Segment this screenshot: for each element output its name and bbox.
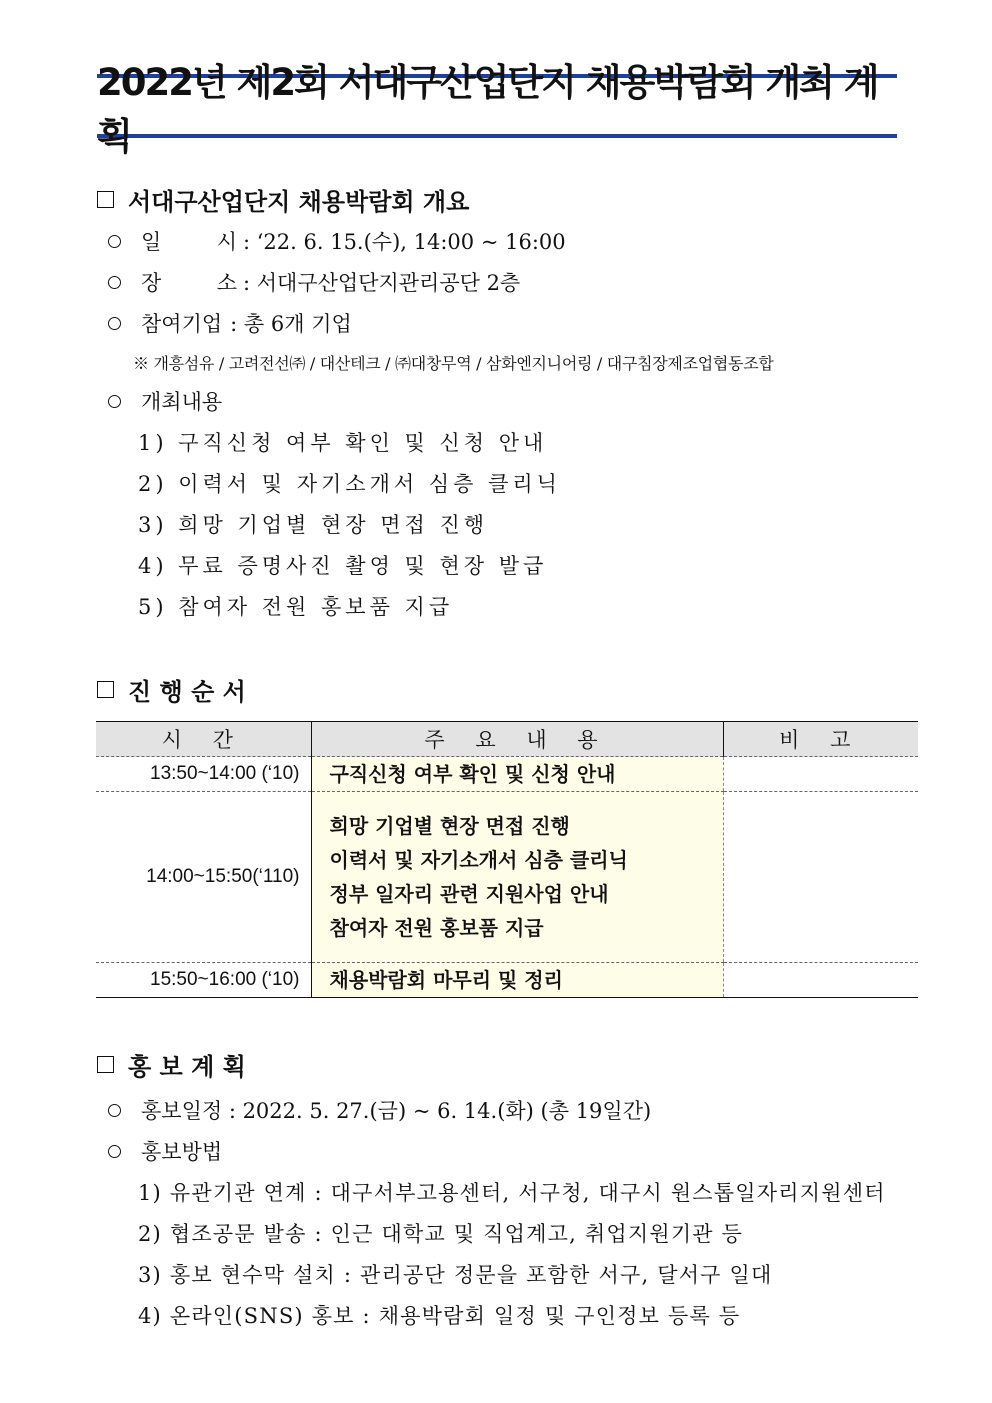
circle-bullet-icon bbox=[108, 1145, 121, 1158]
content-item: 2) 이력서 및 자기소개서 심층 클리닉 bbox=[138, 472, 561, 496]
square-bullet-icon bbox=[97, 1056, 114, 1073]
title-box bbox=[97, 61, 897, 158]
promotion-period: 홍보일정 : 2022. 5. 27.(금) ~ 6. 14.(화) (총 19일간) bbox=[141, 1099, 652, 1123]
table-header-row bbox=[96, 722, 918, 757]
date-value: : ‘22. 6. 15.(수), 14:00 ~ 16:00 bbox=[243, 230, 566, 254]
content-item: 3) 희망 기업별 현장 면접 진행 bbox=[138, 513, 489, 537]
promotion-method-line bbox=[108, 1136, 222, 1166]
circle-bullet-icon bbox=[108, 1104, 121, 1117]
row-time: 13:50~14:00 (‘10) bbox=[96, 757, 311, 792]
schedule-heading-text: 진 행 순 서 bbox=[128, 677, 246, 706]
promotion-method-item: 4) 온라인(SNS) 홍보 : 채용박람회 일정 및 구인정보 등록 등 bbox=[138, 1304, 741, 1328]
square-bullet-icon bbox=[97, 191, 114, 208]
content-item: 4) 무료 증명사진 촬영 및 현장 발급 bbox=[138, 554, 548, 578]
date-line bbox=[108, 226, 566, 256]
place-label: 장 소 bbox=[141, 271, 237, 295]
companies-value: : 총 6개 기업 bbox=[230, 312, 352, 336]
column-header-remark: 비 고 bbox=[723, 722, 918, 757]
content-line bbox=[108, 386, 222, 416]
schedule-heading bbox=[97, 672, 246, 706]
row-content: 구직신청 여부 확인 및 신청 안내 bbox=[311, 757, 723, 792]
row-remark bbox=[723, 792, 918, 963]
row-time: 14:00~15:50(‘110) bbox=[96, 792, 311, 963]
row-content: 채용박람회 마무리 및 정리 bbox=[311, 963, 723, 998]
companies-note: ※ 개흥섬유 / 고려전선㈜ / 대산테크 / ㈜대창무역 / 삼화엔지니어링 / 대구침장제조업협동조합 bbox=[133, 353, 774, 373]
circle-bullet-icon bbox=[108, 395, 121, 408]
place-line bbox=[108, 267, 520, 297]
promotion-period-line bbox=[108, 1095, 651, 1125]
overview-heading bbox=[97, 182, 469, 216]
promotion-method-item: 2) 협조공문 발송 : 인근 대학교 및 직업계고, 취업지원기관 등 bbox=[138, 1222, 744, 1246]
promotion-method-item: 1) 유관기관 연계 : 대구서부고용센터, 서구청, 대구시 원스톱일자리지원센터 bbox=[138, 1181, 886, 1205]
table-row bbox=[96, 792, 918, 963]
column-header-time: 시 간 bbox=[96, 722, 311, 757]
row-remark bbox=[723, 757, 918, 792]
promotion-heading-text: 홍 보 계 획 bbox=[128, 1052, 246, 1081]
companies-label: 참여기업 bbox=[141, 312, 223, 336]
row-content: 희망 기업별 현장 면접 진행 이력서 및 자기소개서 심층 클리닉 정부 일자리 관련 지원사업 안내 참여자 전원 홍보품 지급 bbox=[311, 792, 723, 963]
date-label: 일 시 bbox=[141, 230, 237, 254]
column-header-content: 주 요 내 용 bbox=[311, 722, 723, 757]
square-bullet-icon bbox=[97, 681, 114, 698]
place-value: : 서대구산업단지관리공단 2층 bbox=[243, 271, 521, 295]
overview-heading-text: 서대구산업단지 채용박람회 개요 bbox=[128, 187, 470, 216]
table-row bbox=[96, 757, 918, 792]
circle-bullet-icon bbox=[108, 317, 121, 330]
promotion-method-item: 3) 홍보 현수막 설치 : 관리공단 정문을 포함한 서구, 달서구 일대 bbox=[138, 1263, 773, 1287]
content-item: 1) 구직신청 여부 확인 및 신청 안내 bbox=[138, 431, 548, 455]
schedule-table bbox=[96, 721, 918, 998]
document-title: 2022년 제2회 서대구산업단지 채용박람회 개최 계획 bbox=[97, 61, 878, 158]
promotion-method-label: 홍보방법 bbox=[141, 1140, 223, 1164]
content-label: 개최내용 bbox=[141, 390, 223, 414]
table-row bbox=[96, 963, 918, 998]
promotion-heading bbox=[97, 1047, 246, 1081]
content-item: 5) 참여자 전원 홍보품 지급 bbox=[138, 595, 454, 619]
row-time: 15:50~16:00 (‘10) bbox=[96, 963, 311, 998]
row-remark bbox=[723, 963, 918, 998]
circle-bullet-icon bbox=[108, 276, 121, 289]
circle-bullet-icon bbox=[108, 235, 121, 248]
companies-line bbox=[108, 308, 352, 338]
